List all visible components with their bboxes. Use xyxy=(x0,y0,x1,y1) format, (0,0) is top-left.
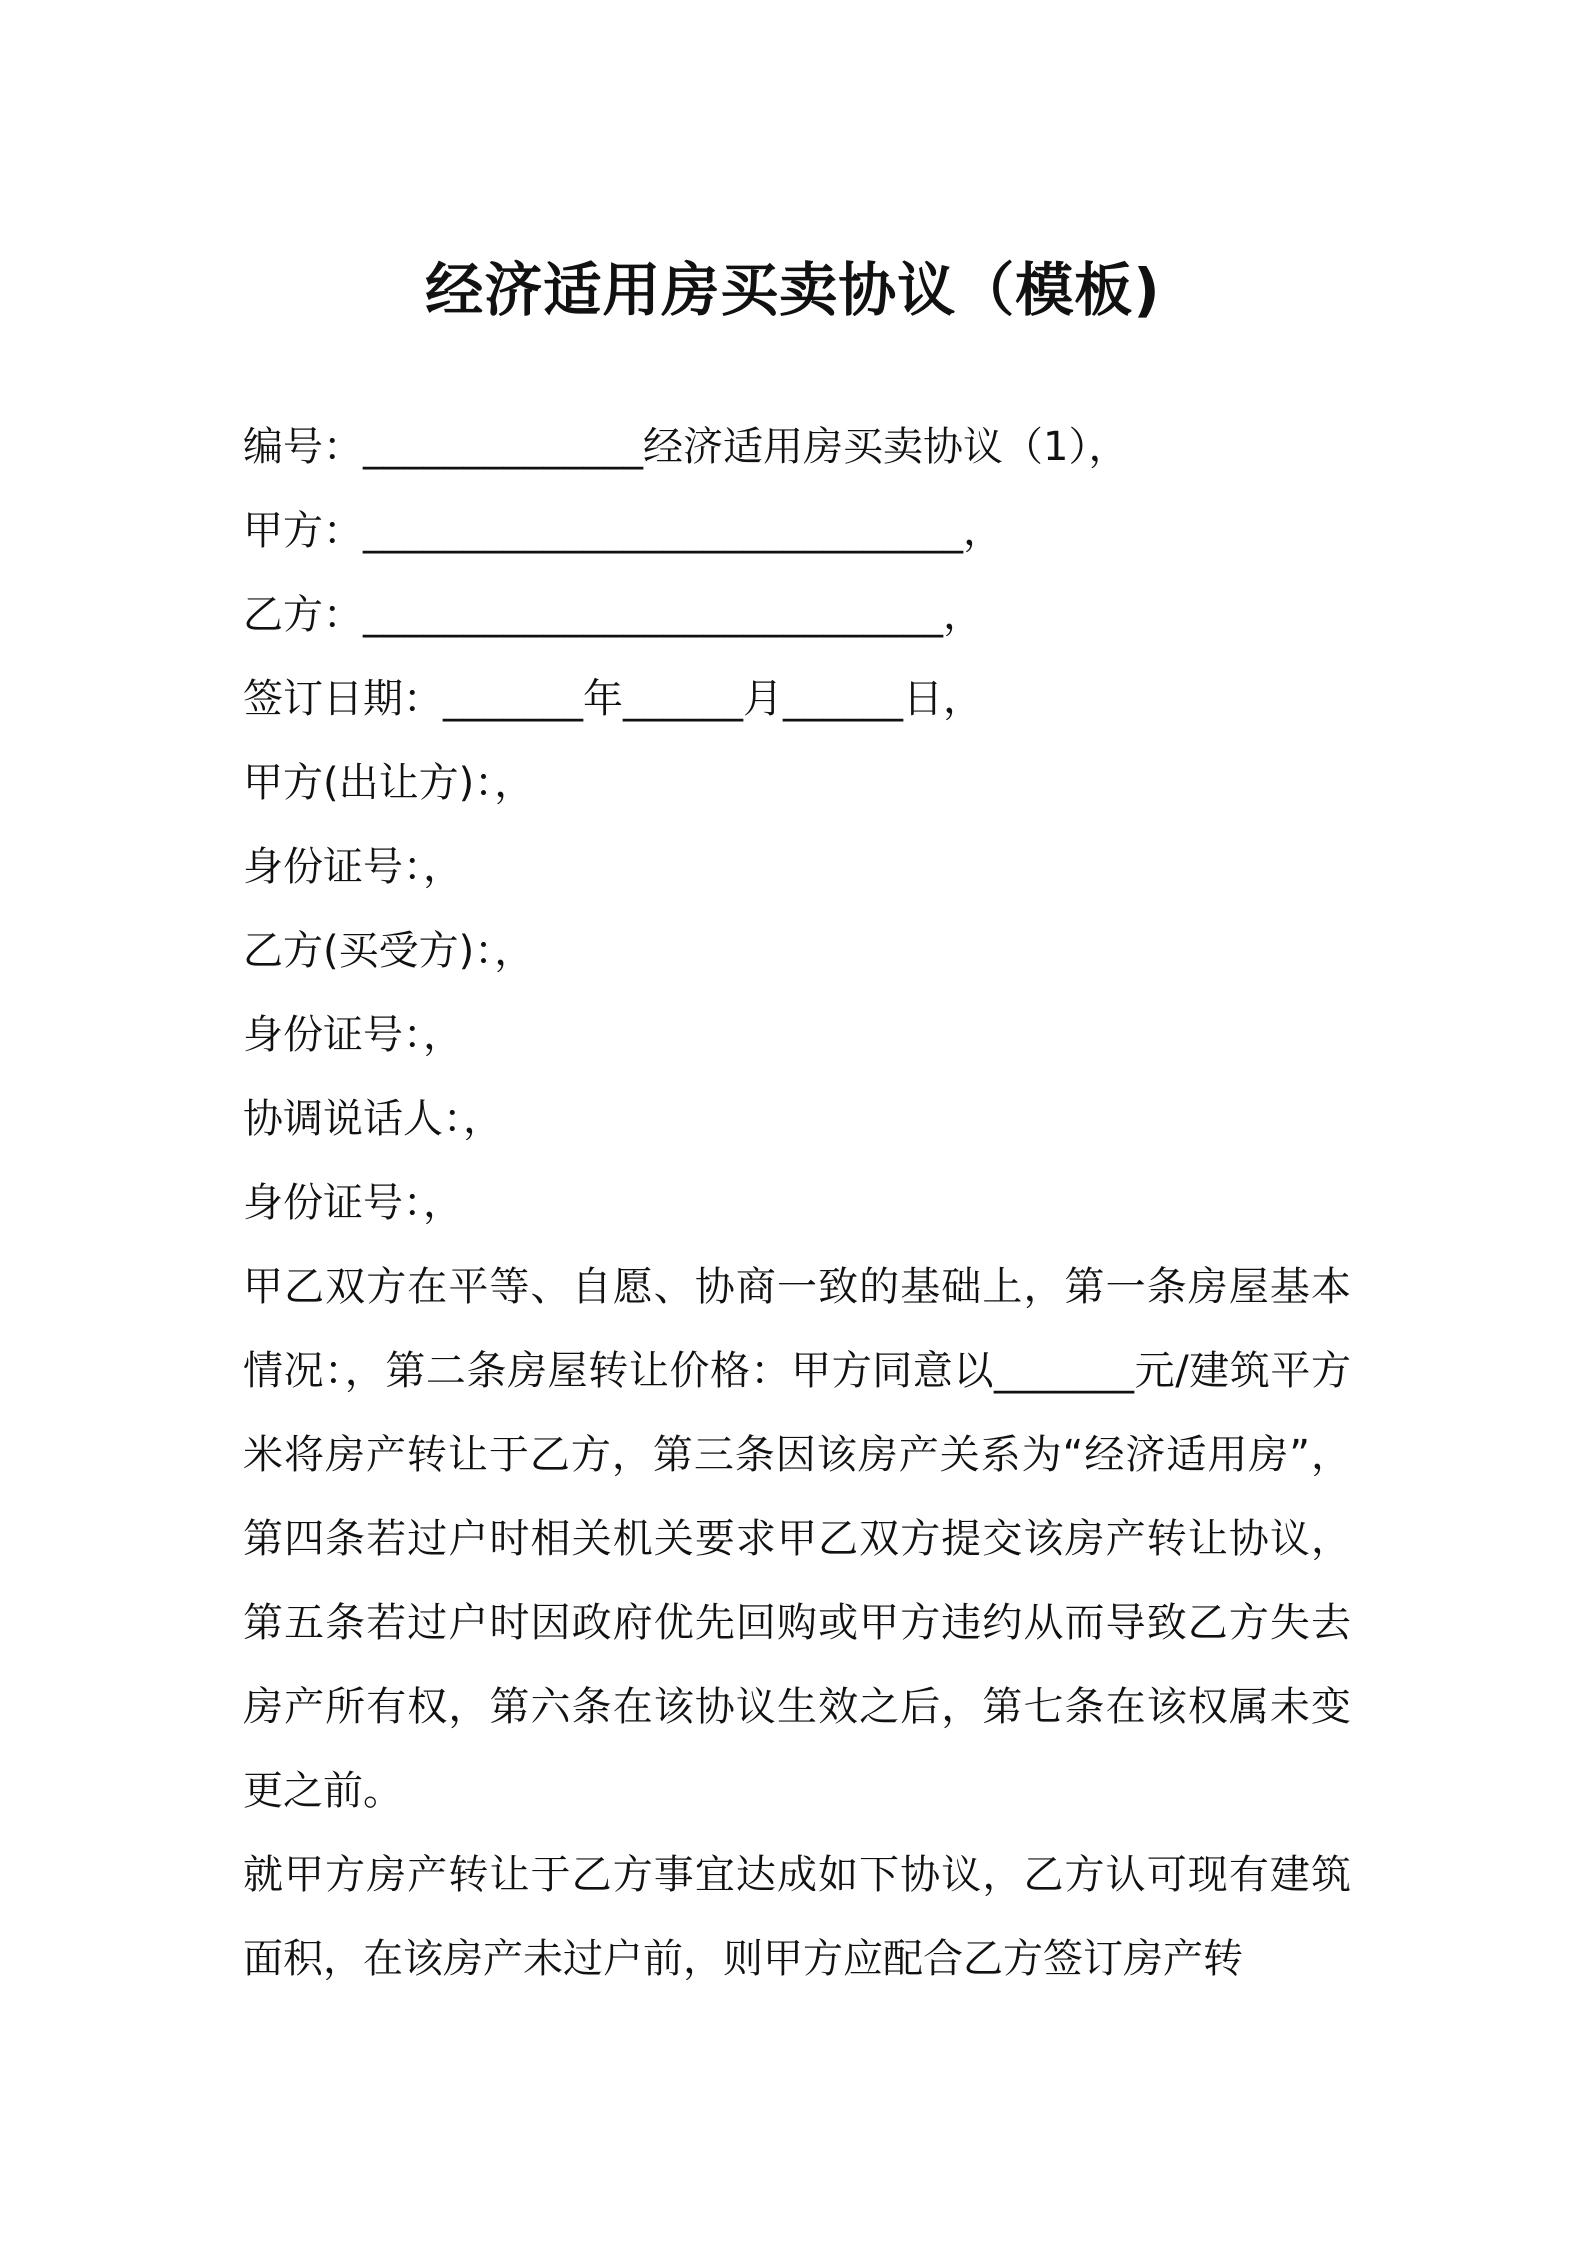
field-signing-date: 签订日期：_______年______月______日， xyxy=(243,676,983,722)
document-title: 经济适用房买卖协议（模板) xyxy=(425,256,1161,324)
field-party-a-id-number: 身份证号：， xyxy=(243,844,463,890)
field-contract-number: 编号：______________经济适用房买卖协议（1）， xyxy=(243,424,1129,470)
field-party-a-transferor: 甲方(出让方)：， xyxy=(243,760,535,806)
paragraph-terms: 甲乙双方在平等、自愿、协商一致的基础上，第一条房屋基本情况：，第二条房屋转让价格：甲方同意以_______元/建筑平方米将房产转让于乙方，第三条因该房产关系为“经济适用房”，第四条若过户时相关机关要求甲乙双方提交该房产转让协议，第五条若过户时因政府优先回购或甲方违约从而导致乙方失去房产所有权，第六条在该协议生效之后，第七条在该权属未变更之前。 xyxy=(243,1264,1351,1814)
field-party-a: 甲方：______________________________， xyxy=(243,508,1003,554)
field-mediator-id-number: 身份证号：， xyxy=(243,1180,463,1226)
field-party-b: 乙方：_____________________________， xyxy=(243,592,983,638)
field-mediator: 协调说话人：， xyxy=(243,1096,503,1142)
document-body xyxy=(243,405,1351,2001)
field-party-b-id-number: 身份证号：， xyxy=(243,1012,463,1058)
field-party-b-buyer: 乙方(买受方)：， xyxy=(243,928,535,974)
paragraph-agreement: 就甲方房产转让于乙方事宜达成如下协议，乙方认可现有建筑面积，在该房产未过户前，则甲方应配合乙方签订房产转 xyxy=(243,1852,1351,1982)
